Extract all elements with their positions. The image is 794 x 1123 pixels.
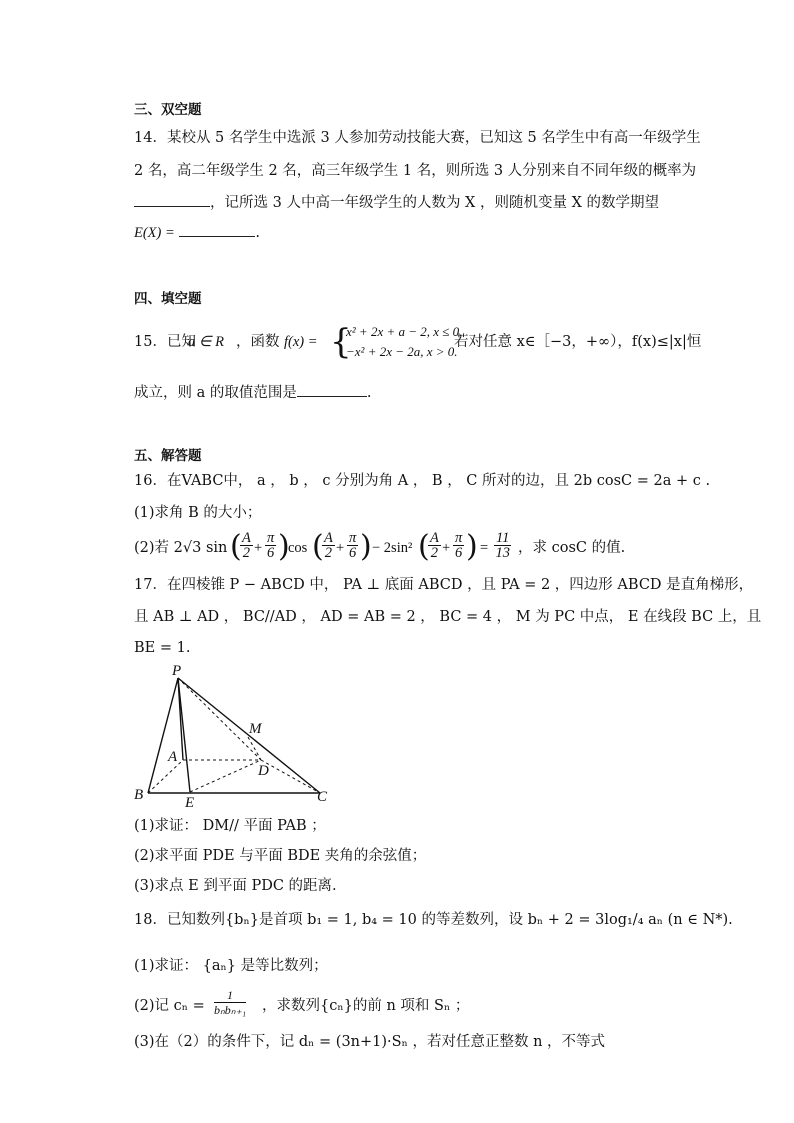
paren-close-icon: )	[466, 529, 478, 564]
edge-ba	[148, 760, 183, 793]
edge-pd	[178, 678, 261, 760]
q16-part-1: (1)求角 B 的大小；	[134, 505, 262, 521]
q18-part-1: (1)求证： {aₙ} 是等比数列；	[134, 958, 328, 974]
fraction-pi-over-6	[265, 531, 276, 560]
q17-part-3: (3)求点 E 到平面 PDC 的距离.	[134, 878, 337, 894]
numerator: π	[267, 530, 275, 546]
edge-pe	[178, 678, 190, 792]
q17-line-3: BE = 1.	[134, 640, 191, 656]
paren-open-icon: (	[418, 529, 430, 564]
f-of-x: f(x) =	[284, 334, 318, 350]
label-d: D	[258, 763, 269, 779]
q14-line-3	[134, 191, 659, 213]
paren-open-icon: (	[312, 529, 324, 564]
brace-icon: {	[330, 322, 352, 362]
fraction-pi-over-6	[453, 531, 464, 560]
fraction-a-over-2	[240, 531, 253, 560]
numerator: π	[349, 530, 357, 546]
edge-ed	[190, 760, 261, 792]
q14-line-2: 2 名，高二年级学生 2 名，高三年级学生 1 名，则所选 3 人分别来自不同年级的概率为	[134, 163, 697, 179]
denominator: bₙbₙ₊₁	[214, 1003, 247, 1017]
denominator: 2	[430, 545, 439, 561]
paren-close-icon: )	[360, 529, 372, 564]
paren-close-icon: )	[278, 529, 290, 564]
minus-sin-squared: − 2sin²	[372, 540, 413, 556]
piecewise-case-2: −x² + 2x − 2a, x > 0.	[346, 344, 458, 359]
denominator: 6	[349, 545, 357, 561]
piecewise-case-1: x² + 2x + a − 2, x ≤ 0,	[346, 324, 463, 339]
answer-blank[interactable]	[179, 221, 255, 237]
q15-suffix: 若对任意 x∈［−3，+∞），f(x)≤|x|恒	[454, 334, 702, 350]
q14-line-4	[134, 221, 260, 243]
a-in-r: a ∈ R	[188, 334, 224, 350]
denominator: 13	[495, 545, 510, 561]
numerator: π	[455, 530, 463, 546]
q18-line-1: 18．已知数列{bₙ}是首项 b₁ = 1, b₄ = 10 的等差数列，设 bₙ + 2 = 3log₁/₄ aₙ (n ∈ N*).	[134, 912, 733, 928]
label-m: M	[249, 721, 262, 737]
answer-blank[interactable]	[134, 191, 210, 207]
q15-line-2-end: .	[366, 385, 372, 401]
fraction-pi-over-6	[347, 531, 358, 560]
q14-line-3-text: ，记所选 3 人中高一年级学生的人数为 X ，则随机变量 X 的数学期望	[210, 195, 660, 211]
numerator: A	[242, 530, 251, 546]
q18-part-3: (3)在（2）的条件下，记 dₙ = (3n+1)·Sₙ ，若对任意正整数 n ，不等式	[134, 1034, 606, 1050]
section-title-3: 三、双空题	[134, 102, 202, 118]
q15-line-2-text: 成立，则 a 的取值范围是	[134, 385, 297, 401]
q17-part-2: (2)求平面 PDE 与平面 BDE 夹角的余弦值；	[134, 848, 427, 864]
label-e: E	[185, 795, 195, 810]
q15-func-intro: ，函数	[236, 334, 280, 350]
pyramid-figure	[128, 660, 338, 810]
fraction-a-over-2	[428, 531, 441, 560]
section-title-5: 五、解答题	[134, 448, 202, 464]
q15-line-2	[134, 381, 371, 403]
q16-part2-prefix: (2)若 2√3 sin	[134, 540, 228, 556]
q14-line-4-end: .	[255, 225, 260, 241]
paren-open-icon: (	[230, 529, 242, 564]
denominator: 6	[267, 545, 275, 561]
expectation-label: E(X) =	[134, 225, 175, 241]
q17-line-2: 且 AB ⊥ AD ， BC//AD ， AD = AB = 2 ， BC = 4 ， M 为 PC 中点， E 在线段 BC 上，且	[134, 609, 762, 625]
numerator: A	[324, 530, 333, 546]
plus-sign: +	[254, 540, 263, 556]
q18-part2-prefix: (2)记 cₙ =	[134, 998, 205, 1014]
numerator: 1	[214, 988, 246, 1003]
q17-part-1: (1)求证： DM// 平面 PAB ；	[134, 818, 326, 834]
equals-sign: =	[480, 540, 489, 556]
q16-line-1: 16．在VABC中， a ， b ， c 分别为角 A ， B ， C 所对的边，且 2b cosC = 2a + c .	[134, 473, 711, 489]
edge-pb	[148, 678, 178, 793]
denominator: 2	[324, 545, 333, 561]
q14-line-1: 14．某校从 5 名学生中选派 3 人参加劳动技能大赛，已知这 5 名学生中有高一年级学生	[134, 130, 701, 146]
fraction-1-over-bb	[214, 988, 246, 1017]
q18-part2-suffix: ，求数列{cₙ}的前 n 项和 Sₙ ；	[262, 998, 470, 1014]
edge-dc	[261, 760, 320, 793]
q15-prefix: 15．已知	[134, 334, 196, 350]
label-c: C	[317, 789, 328, 805]
plus-sign: +	[336, 540, 345, 556]
q16-part2-suffix: ，求 cosC 的值.	[518, 540, 626, 556]
label-a: A	[168, 749, 178, 765]
denominator: 2	[242, 545, 251, 561]
cos-text: cos	[288, 540, 308, 556]
fraction-11-over-13	[494, 531, 511, 560]
section-title-4: 四、填空题	[134, 291, 202, 307]
denominator: 6	[455, 545, 463, 561]
label-b: B	[134, 787, 144, 803]
numerator: A	[430, 530, 439, 546]
fraction-a-over-2	[322, 531, 335, 560]
plus-sign: +	[442, 540, 451, 556]
answer-blank[interactable]	[297, 381, 367, 397]
numerator: 11	[496, 530, 510, 546]
label-p: P	[172, 663, 182, 679]
q17-line-1: 17．在四棱锥 P − ABCD 中， PA ⊥ 底面 ABCD ，且 PA = 2 ，四边形 ABCD 是直角梯形，	[134, 577, 754, 593]
